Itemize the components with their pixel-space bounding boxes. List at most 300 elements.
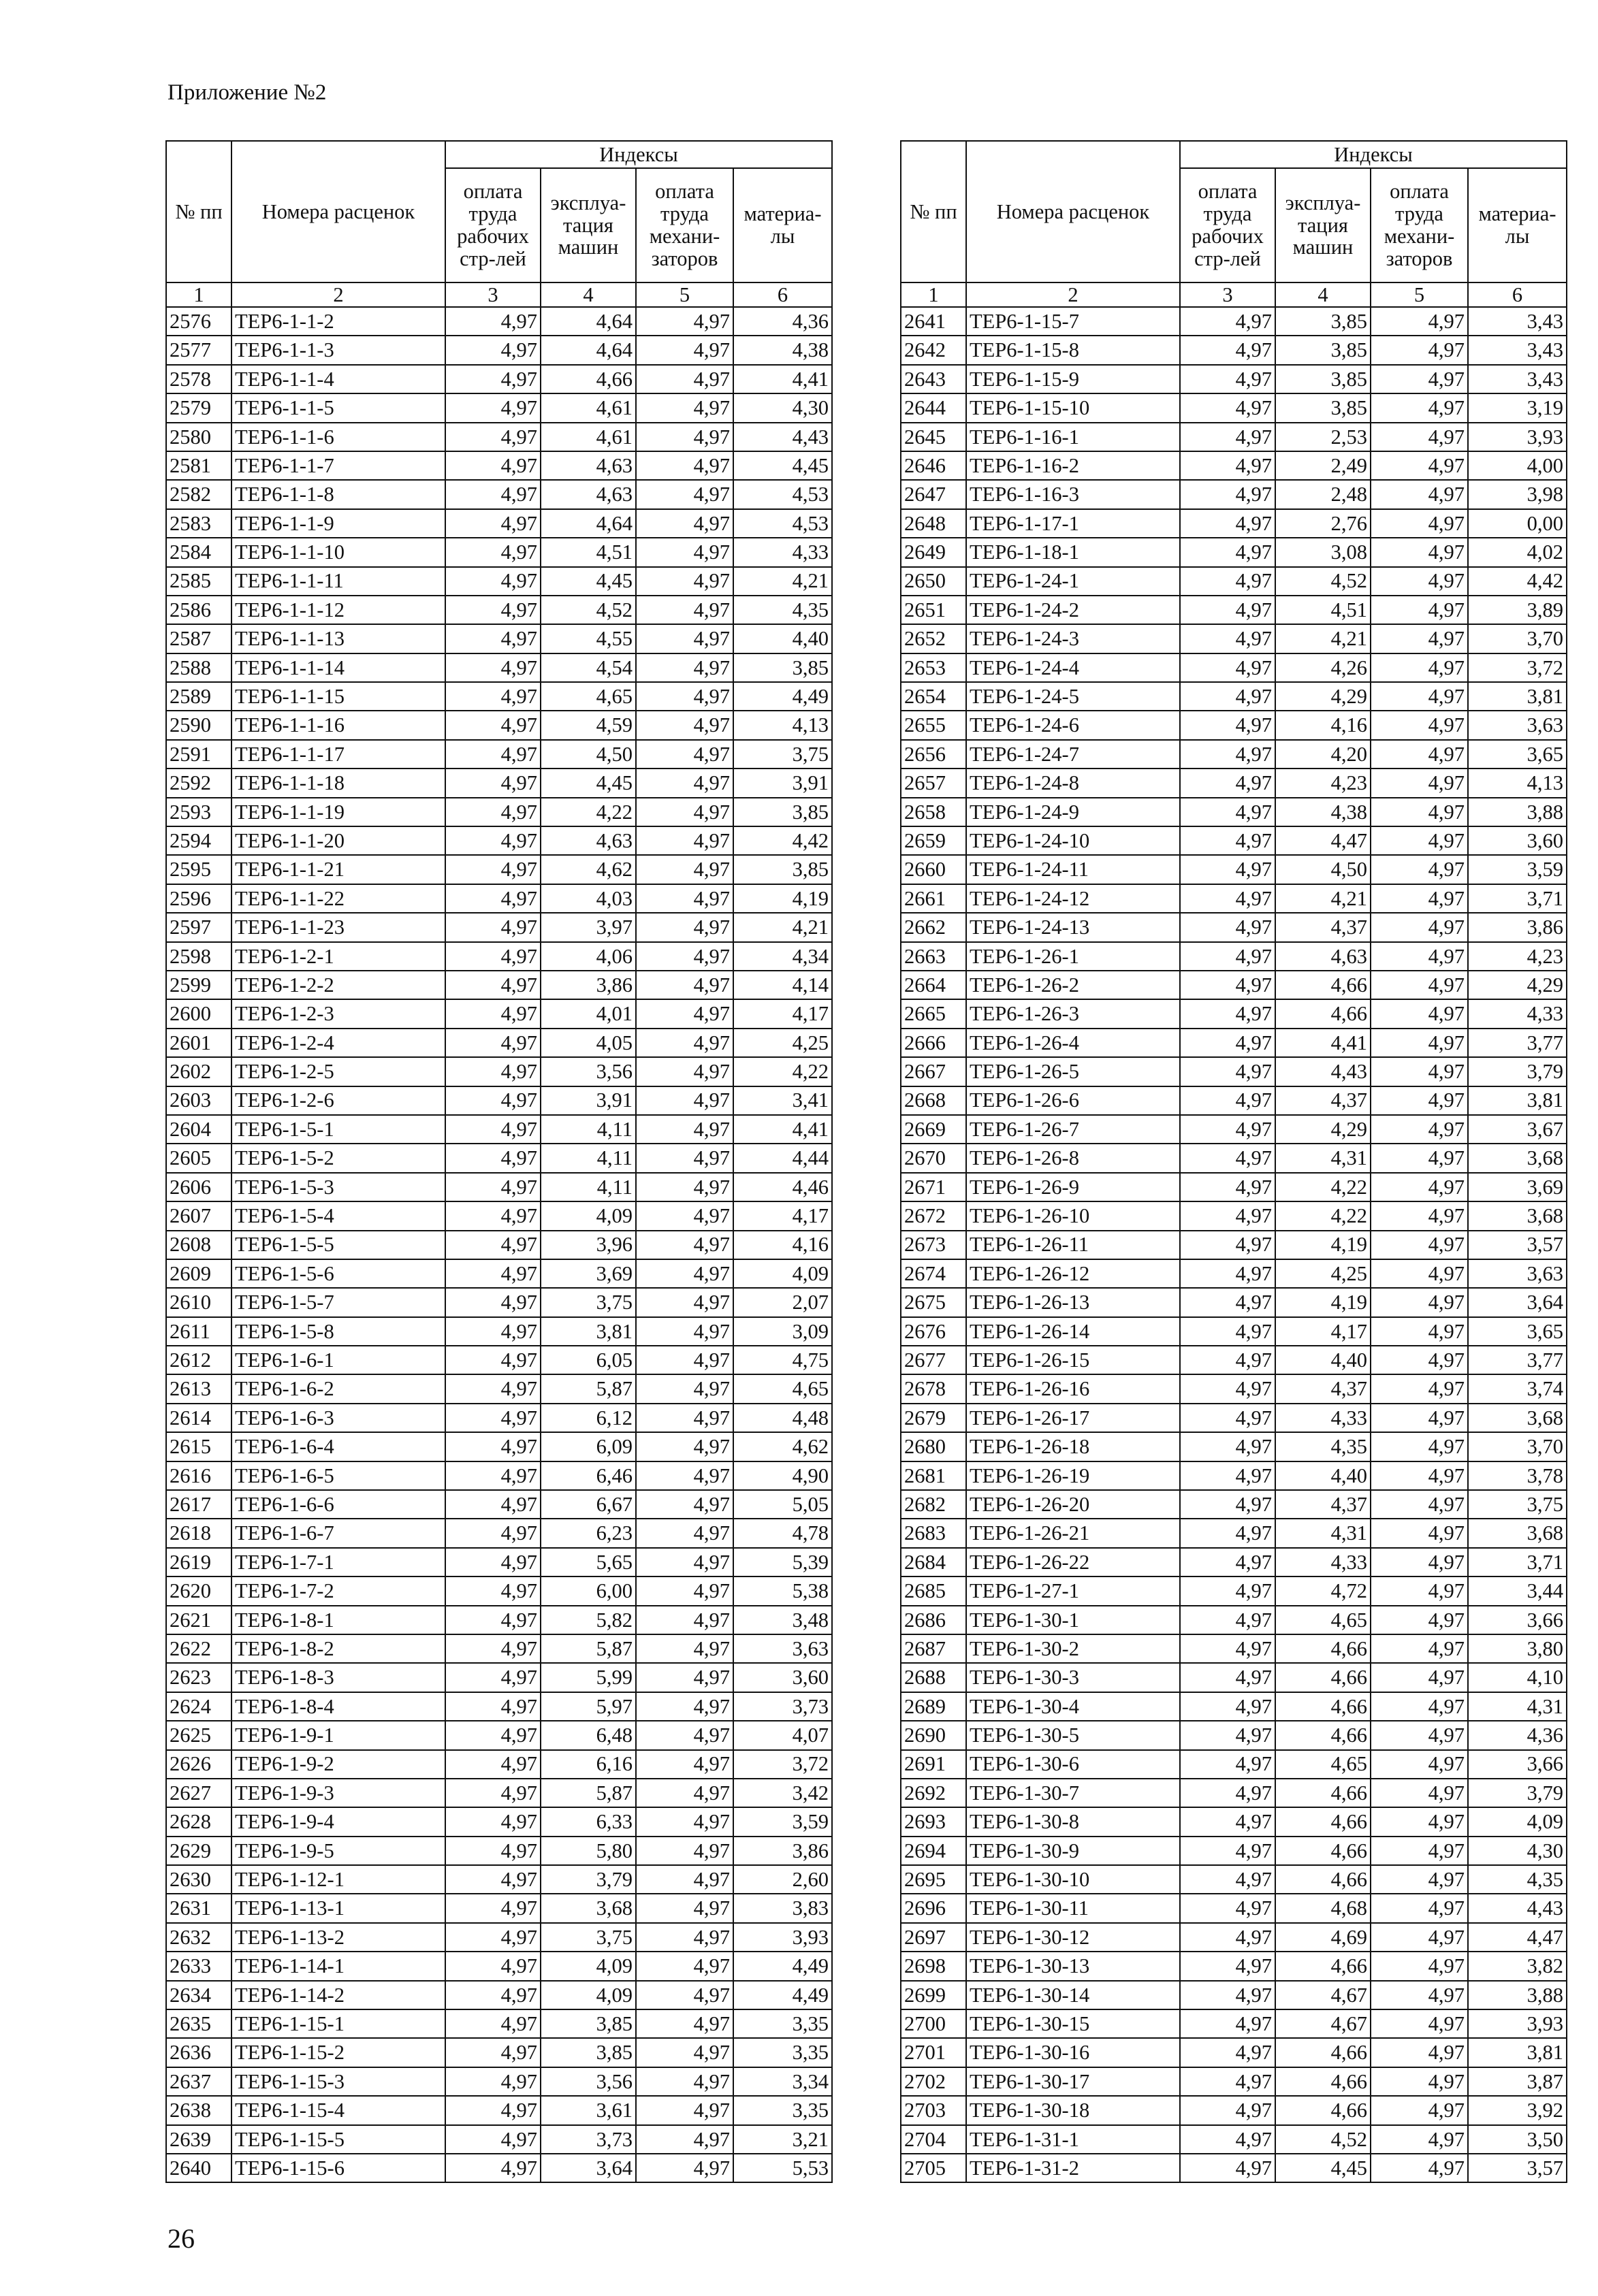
- index-operators: 4,97: [636, 1721, 733, 1749]
- row-number: 2579: [166, 393, 231, 422]
- row-number: 2576: [166, 307, 231, 336]
- rate-code: ТЕР6-1-1-14: [231, 653, 445, 682]
- index-operators: 4,97: [1371, 2154, 1468, 2182]
- index-workers: 4,97: [445, 1721, 541, 1749]
- index-workers: 4,97: [445, 393, 541, 422]
- index-operators: 4,97: [636, 1807, 733, 1836]
- rate-code: ТЕР6-1-9-1: [231, 1721, 445, 1749]
- index-materials: 3,93: [1468, 423, 1567, 451]
- index-workers: 4,97: [445, 2009, 541, 2038]
- index-machines: 4,19: [1275, 1231, 1371, 1259]
- index-workers: 4,97: [1180, 740, 1275, 769]
- index-operators: 4,97: [636, 1432, 733, 1461]
- index-materials: 3,93: [733, 1923, 832, 1952]
- index-workers: 4,97: [445, 1057, 541, 1086]
- index-workers: 4,97: [445, 1663, 541, 1692]
- rate-code: ТЕР6-1-26-14: [966, 1317, 1180, 1346]
- index-operators: 4,97: [1371, 2038, 1468, 2067]
- index-materials: 4,43: [733, 423, 832, 451]
- rate-code: ТЕР6-1-24-6: [966, 711, 1180, 739]
- index-workers: 4,97: [1180, 1231, 1275, 1259]
- index-workers: 4,97: [1180, 1894, 1275, 1922]
- index-machines: 5,65: [541, 1548, 636, 1577]
- index-machines: 4,50: [541, 740, 636, 769]
- row-number: 2578: [166, 365, 231, 393]
- index-machines: 4,66: [1275, 1807, 1371, 1836]
- index-workers: 4,97: [1180, 798, 1275, 826]
- index-machines: 5,87: [541, 1779, 636, 1807]
- index-workers: 4,97: [445, 1461, 541, 1490]
- index-materials: 4,19: [733, 884, 832, 913]
- index-materials: 3,35: [733, 2038, 832, 2067]
- index-operators: 4,97: [636, 999, 733, 1028]
- table-row: [166, 1548, 832, 1577]
- table-row: [901, 1721, 1567, 1749]
- rate-code: ТЕР6-1-26-20: [966, 1490, 1180, 1519]
- index-machines: 4,66: [1275, 1837, 1371, 1865]
- index-machines: 4,54: [541, 653, 636, 682]
- index-operators: 4,97: [636, 1346, 733, 1374]
- table-row: [166, 1663, 832, 1692]
- table-row: [166, 971, 832, 999]
- index-workers: 4,97: [1180, 1057, 1275, 1086]
- index-materials: 4,25: [733, 1029, 832, 1057]
- index-machines: 6,23: [541, 1519, 636, 1547]
- index-machines: 6,12: [541, 1404, 636, 1432]
- rate-code: ТЕР6-1-24-13: [966, 913, 1180, 941]
- row-number: 2657: [901, 769, 966, 797]
- index-workers: 4,97: [1180, 1259, 1275, 1288]
- rate-code: ТЕР6-1-1-21: [231, 855, 445, 884]
- table-row: [901, 1029, 1567, 1057]
- index-operators: 4,97: [636, 1461, 733, 1490]
- row-number: 2700: [901, 2009, 966, 2038]
- index-materials: 4,41: [733, 365, 832, 393]
- rate-code: ТЕР6-1-26-3: [966, 999, 1180, 1028]
- table-row: [166, 2125, 832, 2154]
- row-number: 2663: [901, 942, 966, 971]
- col-header-group: Индексы: [445, 141, 832, 168]
- row-number: 2613: [166, 1374, 231, 1403]
- index-operators: 4,97: [1371, 1981, 1468, 2009]
- index-workers: 4,97: [1180, 1404, 1275, 1432]
- index-machines: 3,86: [541, 971, 636, 999]
- index-operators: 4,97: [1371, 913, 1468, 941]
- rate-code: ТЕР6-1-26-7: [966, 1115, 1180, 1144]
- row-number: 2585: [166, 567, 231, 596]
- row-number: 2697: [901, 1923, 966, 1952]
- index-materials: 3,70: [1468, 1432, 1567, 1461]
- col-header-operators: оплата труда механи-заторов: [636, 168, 733, 282]
- rate-code: ТЕР6-1-26-2: [966, 971, 1180, 999]
- index-machines: 6,67: [541, 1490, 636, 1519]
- index-operators: 4,97: [1371, 1606, 1468, 1634]
- index-machines: 4,22: [1275, 1173, 1371, 1201]
- index-machines: 4,16: [1275, 711, 1371, 739]
- index-operators: 4,97: [1371, 624, 1468, 653]
- index-materials: 3,43: [1468, 307, 1567, 336]
- index-operators: 4,97: [1371, 1144, 1468, 1172]
- table-row: [166, 1779, 832, 1807]
- table-row: [166, 653, 832, 682]
- index-machines: 4,33: [1275, 1548, 1371, 1577]
- index-machines: 4,33: [1275, 1404, 1371, 1432]
- table-row: [901, 365, 1567, 393]
- index-operators: 4,97: [636, 913, 733, 941]
- row-number: 2666: [901, 1029, 966, 1057]
- col-header-machines: эксплуа-тация машин: [541, 168, 636, 282]
- table-row: [166, 2154, 832, 2182]
- table-row: [901, 711, 1567, 739]
- index-operators: 4,97: [636, 451, 733, 480]
- row-number: 2671: [901, 1173, 966, 1201]
- index-materials: 3,91: [733, 769, 832, 797]
- index-operators: 4,97: [1371, 2009, 1468, 2038]
- table-row: [166, 1519, 832, 1547]
- table-row: [166, 1952, 832, 1980]
- index-operators: 4,97: [1371, 1173, 1468, 1201]
- index-workers: 4,97: [445, 1519, 541, 1547]
- index-operators: 4,97: [636, 769, 733, 797]
- index-machines: 4,50: [1275, 855, 1371, 884]
- rate-code: ТЕР6-1-8-2: [231, 1634, 445, 1663]
- row-number: 2628: [166, 1807, 231, 1836]
- index-operators: 4,97: [636, 1894, 733, 1922]
- index-operators: 4,97: [1371, 509, 1468, 538]
- index-materials: 3,75: [1468, 1490, 1567, 1519]
- index-operators: 4,97: [1371, 884, 1468, 913]
- index-materials: 4,42: [1468, 567, 1567, 596]
- index-workers: 4,97: [445, 1952, 541, 1980]
- index-materials: 4,29: [1468, 971, 1567, 999]
- row-number: 2610: [166, 1288, 231, 1316]
- row-number: 2658: [901, 798, 966, 826]
- table-row: [166, 423, 832, 451]
- index-workers: 4,97: [445, 1692, 541, 1721]
- rate-code: ТЕР6-1-15-1: [231, 2009, 445, 2038]
- index-materials: 3,63: [1468, 711, 1567, 739]
- row-number: 2590: [166, 711, 231, 739]
- rate-code: ТЕР6-1-12-1: [231, 1865, 445, 1894]
- rate-code: ТЕР6-1-26-12: [966, 1259, 1180, 1288]
- table-row: [901, 1317, 1567, 1346]
- index-operators: 4,97: [636, 942, 733, 971]
- table-row: [166, 942, 832, 971]
- rate-code: ТЕР6-1-17-1: [966, 509, 1180, 538]
- row-number: 2582: [166, 480, 231, 508]
- table-row: [901, 1606, 1567, 1634]
- index-operators: 4,97: [636, 826, 733, 855]
- index-workers: 4,97: [445, 1779, 541, 1807]
- table-row: [901, 1374, 1567, 1403]
- row-number: 2680: [901, 1432, 966, 1461]
- table-row: [166, 365, 832, 393]
- row-number: 2683: [901, 1519, 966, 1547]
- index-workers: 4,97: [1180, 1288, 1275, 1316]
- rate-code: ТЕР6-1-6-7: [231, 1519, 445, 1547]
- index-operators: 4,97: [1371, 1548, 1468, 1577]
- rate-code: ТЕР6-1-30-15: [966, 2009, 1180, 2038]
- index-operators: 4,97: [1371, 365, 1468, 393]
- table-row: [166, 567, 832, 596]
- index-materials: 3,74: [1468, 1374, 1567, 1403]
- index-machines: 4,35: [1275, 1432, 1371, 1461]
- index-operators: 4,97: [636, 1779, 733, 1807]
- index-table-left: [165, 140, 833, 2183]
- index-workers: 4,97: [1180, 2038, 1275, 2067]
- table-row: [901, 1461, 1567, 1490]
- rate-code: ТЕР6-1-5-6: [231, 1259, 445, 1288]
- row-number: 2689: [901, 1692, 966, 1721]
- index-operators: 4,97: [636, 1952, 733, 1980]
- index-materials: 3,34: [733, 2067, 832, 2096]
- index-operators: 4,97: [636, 1201, 733, 1230]
- index-materials: 3,68: [1468, 1201, 1567, 1230]
- index-machines: 4,66: [1275, 971, 1371, 999]
- index-materials: 3,83: [733, 1894, 832, 1922]
- row-number: 2655: [901, 711, 966, 739]
- index-workers: 4,97: [1180, 1807, 1275, 1836]
- index-workers: 4,97: [445, 653, 541, 682]
- index-machines: 4,37: [1275, 1374, 1371, 1403]
- index-workers: 4,97: [1180, 2009, 1275, 2038]
- index-operators: 4,97: [1371, 1057, 1468, 1086]
- index-machines: 4,03: [541, 884, 636, 913]
- index-workers: 4,97: [445, 1115, 541, 1144]
- index-operators: 4,97: [636, 2038, 733, 2067]
- index-workers: 4,97: [445, 307, 541, 336]
- rate-code: ТЕР6-1-9-2: [231, 1750, 445, 1779]
- rate-code: ТЕР6-1-1-7: [231, 451, 445, 480]
- index-operators: 4,97: [636, 740, 733, 769]
- index-machines: 4,17: [1275, 1317, 1371, 1346]
- index-workers: 4,97: [445, 1634, 541, 1663]
- row-number: 2636: [166, 2038, 231, 2067]
- index-machines: 4,26: [1275, 653, 1371, 682]
- table-row: [166, 1317, 832, 1346]
- table-row: [166, 1865, 832, 1894]
- table-row: [166, 1577, 832, 1605]
- index-workers: 4,97: [1180, 1721, 1275, 1749]
- row-number: 2625: [166, 1721, 231, 1749]
- index-workers: 4,97: [445, 769, 541, 797]
- index-machines: 4,29: [1275, 1115, 1371, 1144]
- table-row: [166, 884, 832, 913]
- index-operators: 4,97: [1371, 1750, 1468, 1779]
- index-operators: 4,97: [636, 1606, 733, 1634]
- table-row: [901, 740, 1567, 769]
- index-workers: 4,97: [1180, 653, 1275, 682]
- row-number: 2627: [166, 1779, 231, 1807]
- rate-code: ТЕР6-1-26-1: [966, 942, 1180, 971]
- index-materials: 4,13: [733, 711, 832, 739]
- table-row: [166, 1432, 832, 1461]
- row-number: 2594: [166, 826, 231, 855]
- index-workers: 4,97: [445, 1432, 541, 1461]
- rate-code: ТЕР6-1-24-4: [966, 653, 1180, 682]
- index-workers: 4,97: [1180, 884, 1275, 913]
- table-row: [901, 596, 1567, 624]
- rate-code: ТЕР6-1-24-7: [966, 740, 1180, 769]
- row-number: 2696: [901, 1894, 966, 1922]
- index-materials: 4,47: [1468, 1923, 1567, 1952]
- index-materials: 3,65: [1468, 1317, 1567, 1346]
- index-materials: 4,62: [733, 1432, 832, 1461]
- table-row: [901, 480, 1567, 508]
- index-materials: 3,85: [733, 855, 832, 884]
- index-machines: 3,75: [541, 1923, 636, 1952]
- rate-code: ТЕР6-1-30-12: [966, 1923, 1180, 1952]
- index-materials: 3,82: [1468, 1952, 1567, 1980]
- table-row: [901, 1231, 1567, 1259]
- rate-code: ТЕР6-1-1-17: [231, 740, 445, 769]
- index-materials: 3,48: [733, 1606, 832, 1634]
- index-machines: 4,65: [1275, 1750, 1371, 1779]
- table-row: [901, 451, 1567, 480]
- rate-code: ТЕР6-1-8-1: [231, 1606, 445, 1634]
- index-materials: 3,60: [1468, 826, 1567, 855]
- index-workers: 4,97: [1180, 1029, 1275, 1057]
- table-row: [901, 1923, 1567, 1952]
- table-row: [166, 826, 832, 855]
- table-row: [166, 538, 832, 566]
- row-number: 2583: [166, 509, 231, 538]
- index-machines: 4,61: [541, 393, 636, 422]
- table-row: [901, 1259, 1567, 1288]
- table-row: [901, 393, 1567, 422]
- index-workers: 4,97: [1180, 1548, 1275, 1577]
- row-number: 2584: [166, 538, 231, 566]
- table-row: [166, 1692, 832, 1721]
- row-number: 2616: [166, 1461, 231, 1490]
- row-number: 2674: [901, 1259, 966, 1288]
- index-materials: 3,80: [1468, 1634, 1567, 1663]
- index-machines: 3,73: [541, 2125, 636, 2154]
- index-workers: 4,97: [1180, 1923, 1275, 1952]
- index-materials: 4,13: [1468, 769, 1567, 797]
- rate-code: ТЕР6-1-13-2: [231, 1923, 445, 1952]
- row-number: 2619: [166, 1548, 231, 1577]
- index-workers: 4,97: [1180, 1750, 1275, 1779]
- row-number: 2611: [166, 1317, 231, 1346]
- table-row: [901, 1692, 1567, 1721]
- index-materials: 4,09: [1468, 1807, 1567, 1836]
- table-row: [901, 1490, 1567, 1519]
- index-operators: 4,97: [1371, 826, 1468, 855]
- table-row: [166, 1721, 832, 1749]
- table-row: [166, 1923, 832, 1952]
- table-row: [166, 624, 832, 653]
- row-number: 2609: [166, 1259, 231, 1288]
- index-operators: 4,97: [1371, 1692, 1468, 1721]
- index-materials: 4,53: [733, 509, 832, 538]
- index-workers: 4,97: [445, 1865, 541, 1894]
- index-machines: 4,25: [1275, 1259, 1371, 1288]
- table-row: [166, 999, 832, 1028]
- index-workers: 4,97: [1180, 2067, 1275, 2096]
- index-materials: 4,17: [733, 1201, 832, 1230]
- row-number: 2652: [901, 624, 966, 653]
- index-machines: 4,22: [541, 798, 636, 826]
- row-number: 2632: [166, 1923, 231, 1952]
- index-workers: 4,97: [445, 740, 541, 769]
- row-number: 2667: [901, 1057, 966, 1086]
- rate-code: ТЕР6-1-24-12: [966, 884, 1180, 913]
- row-number: 2621: [166, 1606, 231, 1634]
- table-row: [166, 1259, 832, 1288]
- rate-code: ТЕР6-1-26-19: [966, 1461, 1180, 1490]
- table-row: [166, 1837, 832, 1865]
- index-machines: 4,72: [1275, 1577, 1371, 1605]
- index-machines: 4,41: [1275, 1029, 1371, 1057]
- index-operators: 4,97: [1371, 1952, 1468, 1980]
- index-operators: 4,97: [636, 1029, 733, 1057]
- index-machines: 4,29: [1275, 682, 1371, 711]
- col-number: 5: [636, 282, 733, 307]
- page-number: 26: [167, 2223, 195, 2254]
- index-machines: 4,47: [1275, 826, 1371, 855]
- row-number: 2691: [901, 1750, 966, 1779]
- index-machines: 4,63: [1275, 942, 1371, 971]
- table-row: [901, 1173, 1567, 1201]
- index-machines: 4,45: [541, 769, 636, 797]
- index-materials: 3,59: [1468, 855, 1567, 884]
- index-workers: 4,97: [1180, 1115, 1275, 1144]
- index-machines: 4,37: [1275, 1490, 1371, 1519]
- index-materials: 4,21: [733, 913, 832, 941]
- row-number: 2653: [901, 653, 966, 682]
- rate-code: ТЕР6-1-9-4: [231, 1807, 445, 1836]
- index-materials: 4,78: [733, 1519, 832, 1547]
- index-operators: 4,97: [636, 2096, 733, 2124]
- index-machines: 4,63: [541, 826, 636, 855]
- table-row: [901, 1663, 1567, 1692]
- table-row: [166, 1981, 832, 2009]
- index-operators: 4,97: [1371, 336, 1468, 364]
- row-number: 2622: [166, 1634, 231, 1663]
- index-operators: 4,97: [636, 1115, 733, 1144]
- index-workers: 4,97: [445, 855, 541, 884]
- index-materials: 3,57: [1468, 2154, 1567, 2182]
- row-number: 2694: [901, 1837, 966, 1865]
- rate-code: ТЕР6-1-30-11: [966, 1894, 1180, 1922]
- index-operators: 4,97: [1371, 1923, 1468, 1952]
- rate-code: ТЕР6-1-30-9: [966, 1837, 1180, 1865]
- table-row: [166, 2038, 832, 2067]
- col-number: 6: [733, 282, 832, 307]
- table-row: [166, 1231, 832, 1259]
- index-operators: 4,97: [636, 682, 733, 711]
- rate-code: ТЕР6-1-26-17: [966, 1404, 1180, 1432]
- index-machines: 4,09: [541, 1981, 636, 2009]
- row-number: 2581: [166, 451, 231, 480]
- rate-code: ТЕР6-1-30-4: [966, 1692, 1180, 1721]
- index-materials: 3,98: [1468, 480, 1567, 508]
- index-operators: 4,97: [1371, 2067, 1468, 2096]
- index-operators: 4,97: [636, 798, 733, 826]
- rate-code: ТЕР6-1-24-2: [966, 596, 1180, 624]
- index-materials: 4,30: [1468, 1837, 1567, 1865]
- index-operators: 4,97: [1371, 423, 1468, 451]
- row-number: 2601: [166, 1029, 231, 1057]
- index-machines: 5,80: [541, 1837, 636, 1865]
- col-header-materials: материа-лы: [1468, 168, 1567, 282]
- row-number: 2641: [901, 307, 966, 336]
- index-workers: 4,97: [445, 1317, 541, 1346]
- rate-code: ТЕР6-1-1-3: [231, 336, 445, 364]
- table-row: [166, 336, 832, 364]
- index-materials: 3,67: [1468, 1115, 1567, 1144]
